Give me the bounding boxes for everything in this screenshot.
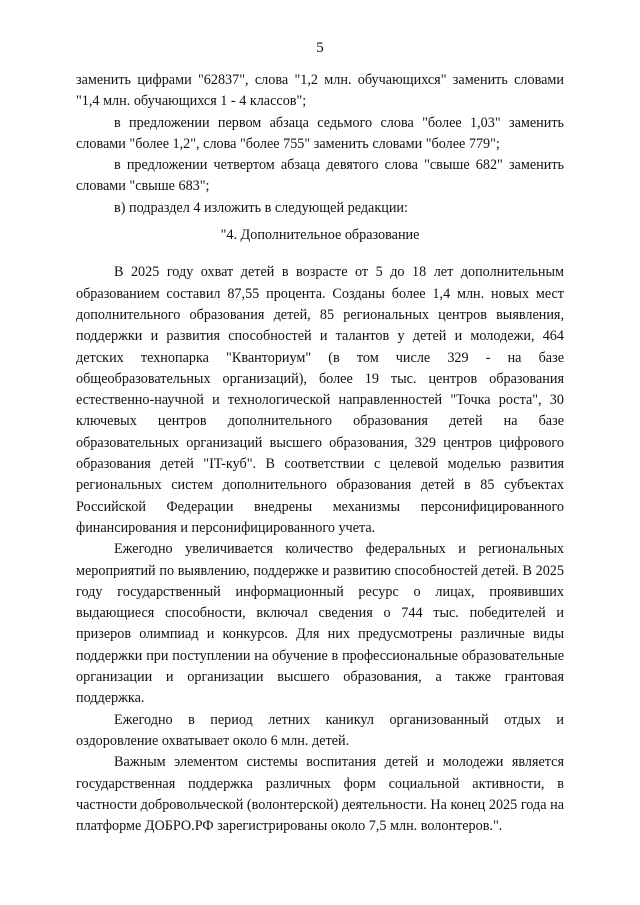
page-number: 5 (316, 40, 324, 56)
paragraph-subsection-intro: в) подраздел 4 изложить в следующей редакции: (114, 199, 408, 216)
paragraph-summer: Ежегодно в период летних каникул организованный отдых и оздоровление охватывает около 6 млн. детей. (76, 711, 564, 749)
paragraph-seventh-clause: в предложении первом абзаца седьмого слова "более 1,03" заменить словами "более 1,2", слова "более 755" заменить словами "более 779"; (76, 114, 564, 152)
section-heading: "4. Дополнительное образование (220, 227, 420, 244)
paragraph-coverage: В 2025 году охват детей в возрасте от 5 до 18 лет дополнительным образованием составил 87,55 процента. Созданы более 1,4 млн. новых мест дополнительного образования детей, 85 региональных центров выявления, поддержки и развития способностей и талантов у детей и молодежи, 464 детских технопарка "Кванториум" (в том числе 329 - на базе общеобразовательных организаций), более 19 тыс. центров образования естественно-научной и технологической направленностей "Точка роста", 30 ключевых центров дополнительного образования детей на базе образовательных организаций высшего образования, 329 центров цифрового образования детей "IT-куб". В соответствии с целевой моделью развития региональных систем дополнительного образования детей в 85 субъектах Российской Федерации внедрены механизмы персонифицированного финансирования и персонифицированного учета. (76, 264, 564, 536)
paragraph-replace-digits: заменить цифрами "62837", слова "1,2 млн. обучающихся" заменить словами "1,4 млн. обучающихся 1 - 4 классов"; (76, 72, 564, 110)
paragraph-events: Ежегодно увеличивается количество федеральных и региональных мероприятий по выявлению, поддержке и развитию способностей детей. В 2025 году государственный информационный ресурс о лицах, проявивших выдающиеся способности, включал сведения о 744 тыс. победителей и призеров олимпиад и конкурсов. Для них предусмотрены различные виды поддержки при поступлении на обучение в профессиональные образовательные организации и организации высшего образования, а также грантовая поддержка. (76, 541, 564, 707)
document-body (76, 70, 564, 837)
paragraph-volunteers: Важным элементом системы воспитания детей и молодежи является государственная поддержка различных форм социальной активности, в частности добровольческой (волонтерской) деятельности. На конец 2025 года на платформе ДОБРО.РФ зарегистрированы около 7,5 млн. волонтеров.". (76, 754, 564, 835)
paragraph-ninth-clause: в предложении четвертом абзаца девятого слова "свыше 682" заменить словами "свыше 683"; (76, 157, 564, 195)
